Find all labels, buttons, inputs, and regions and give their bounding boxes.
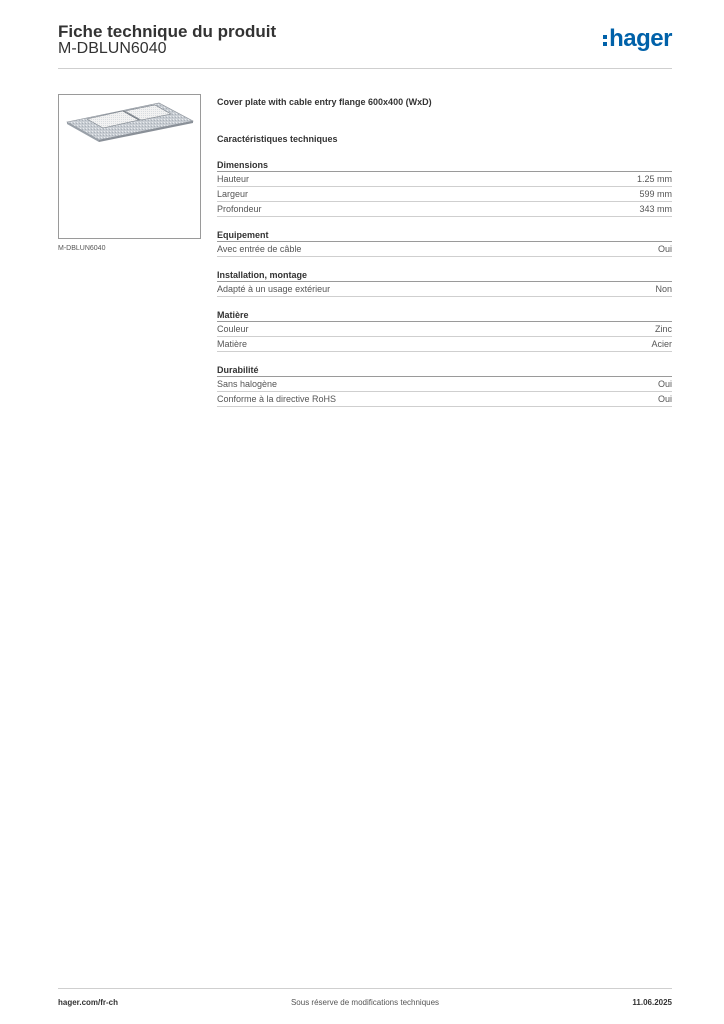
section-dimensions (217, 159, 672, 217)
specs-heading: Caractéristiques techniques (217, 134, 338, 144)
spec-row (217, 172, 672, 187)
footer-website-link[interactable]: hager.com/fr-ch (58, 998, 119, 1007)
hager-logo (603, 26, 672, 52)
spec-row (217, 377, 672, 392)
spec-content (217, 96, 672, 419)
page-footer (58, 998, 672, 1010)
header-divider (58, 68, 672, 69)
spec-label: Conforme à la directive RoHS (217, 394, 337, 404)
section-installation (217, 269, 672, 297)
spec-row (217, 282, 672, 297)
page-header (58, 20, 672, 68)
spec-label: Largeur (217, 189, 249, 199)
spec-value: 599 mm (639, 189, 672, 199)
section-matiere (217, 309, 672, 352)
footer-notice: Sous réserve de modifications techniques (290, 998, 440, 1007)
section-equipement (217, 229, 672, 257)
spec-row (217, 337, 672, 352)
spec-label: Hauteur (217, 174, 250, 184)
spec-value: Non (655, 284, 672, 294)
spec-row (217, 392, 672, 407)
spec-label: Avec entrée de câble (217, 244, 302, 254)
spec-value: Oui (657, 244, 672, 254)
section-title: Equipement (217, 229, 672, 242)
spec-label: Adapté à un usage extérieur (217, 284, 331, 294)
spec-value: Zinc (654, 324, 672, 334)
footer-divider (58, 988, 672, 989)
section-title: Durabilité (217, 364, 672, 377)
logo-text: hager (609, 25, 672, 52)
cover-plate-illustration (59, 95, 200, 238)
product-reference: M-DBLUN6040 (58, 40, 167, 57)
section-title: Installation, montage (217, 269, 672, 282)
spec-value: 343 mm (639, 204, 672, 214)
section-durabilite (217, 364, 672, 407)
spec-value: Acier (651, 339, 672, 349)
spec-label: Profondeur (217, 204, 262, 214)
spec-row (217, 202, 672, 217)
footer-date: 11.06.2025 (632, 998, 672, 1007)
section-title: Matière (217, 309, 672, 322)
spec-value: Oui (657, 379, 672, 389)
spec-value: Oui (657, 394, 672, 404)
spec-label: Couleur (217, 324, 249, 334)
image-caption: M-DBLUN6040 (58, 245, 106, 252)
spec-label: Matière (217, 339, 248, 349)
spec-row (217, 242, 672, 257)
spec-label: Sans halogène (217, 379, 278, 389)
spec-row (217, 187, 672, 202)
spec-row (217, 322, 672, 337)
logo-colon-icon (603, 35, 607, 49)
section-title: Dimensions (217, 159, 672, 172)
document-title: Fiche technique du produit (58, 22, 277, 41)
product-description: Cover plate with cable entry flange 600x400 (WxD) (217, 97, 432, 107)
product-image (58, 94, 201, 239)
spec-value: 1.25 mm (636, 174, 672, 184)
